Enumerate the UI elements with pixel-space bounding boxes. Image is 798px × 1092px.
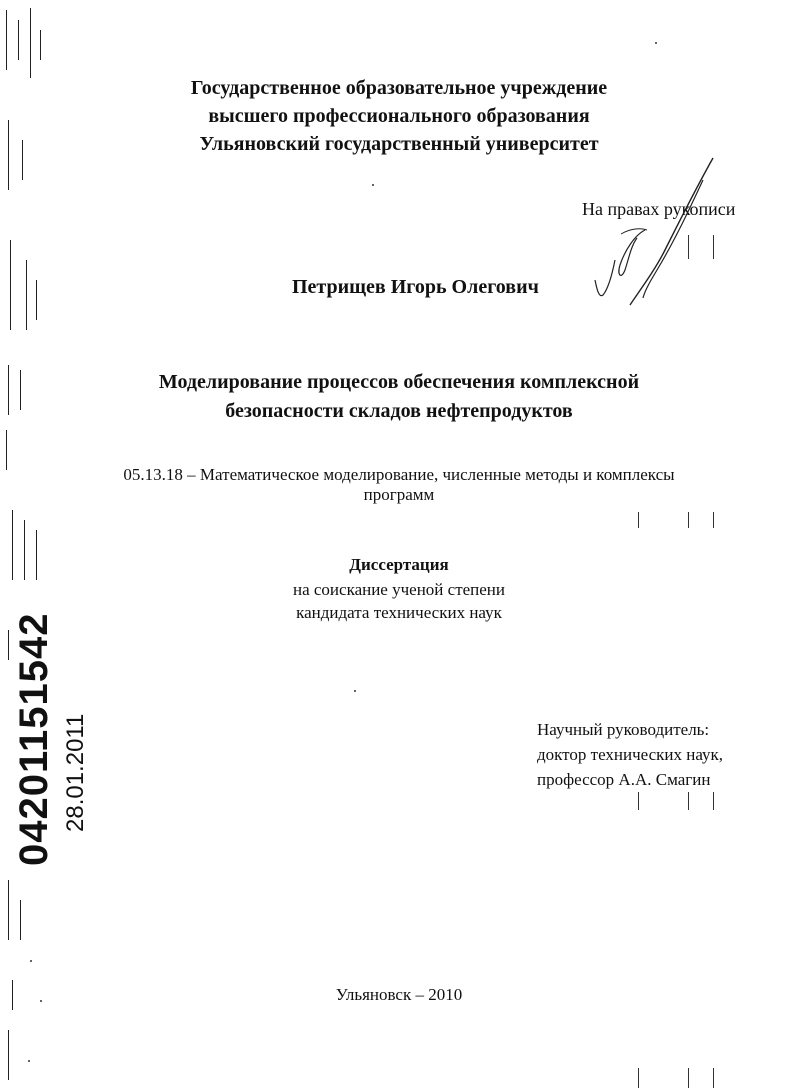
author-name: Петрищев Игорь Олегович [292,276,539,298]
document-type-heading: Диссертация [349,555,449,574]
handwritten-signature [585,150,725,310]
institution-line-2: высшего профессионального образования [208,105,590,127]
supervisor-degree: доктор технических наук, [537,745,724,764]
library-stamp-date: 28.01.2011 [62,713,89,832]
supervisor-label: Научный руководитель: [537,720,710,739]
library-stamp-code: 04201151542 [12,612,56,866]
degree-line-2: кандидата технических наук [296,603,502,622]
institution-line-3: Ульяновский государственный университет [199,133,599,155]
thesis-title-line-1: Моделирование процессов обеспечения комплексной [158,371,640,393]
city-year: Ульяновск – 2010 [335,985,463,1004]
specialty-line-2: программ [363,485,435,504]
degree-line-1: на соискание ученой степени [292,580,506,599]
thesis-title-line-2: безопасности складов нефтепродуктов [225,400,573,422]
manuscript-rights: На правах рукописи [582,199,736,219]
specialty-line-1: 05.13.18 – Математическое моделирование, численные методы и комплексы [123,465,675,484]
institution-line-1: Государственное образовательное учреждение [190,77,608,99]
supervisor-name: профессор А.А. Смагин [537,770,711,789]
